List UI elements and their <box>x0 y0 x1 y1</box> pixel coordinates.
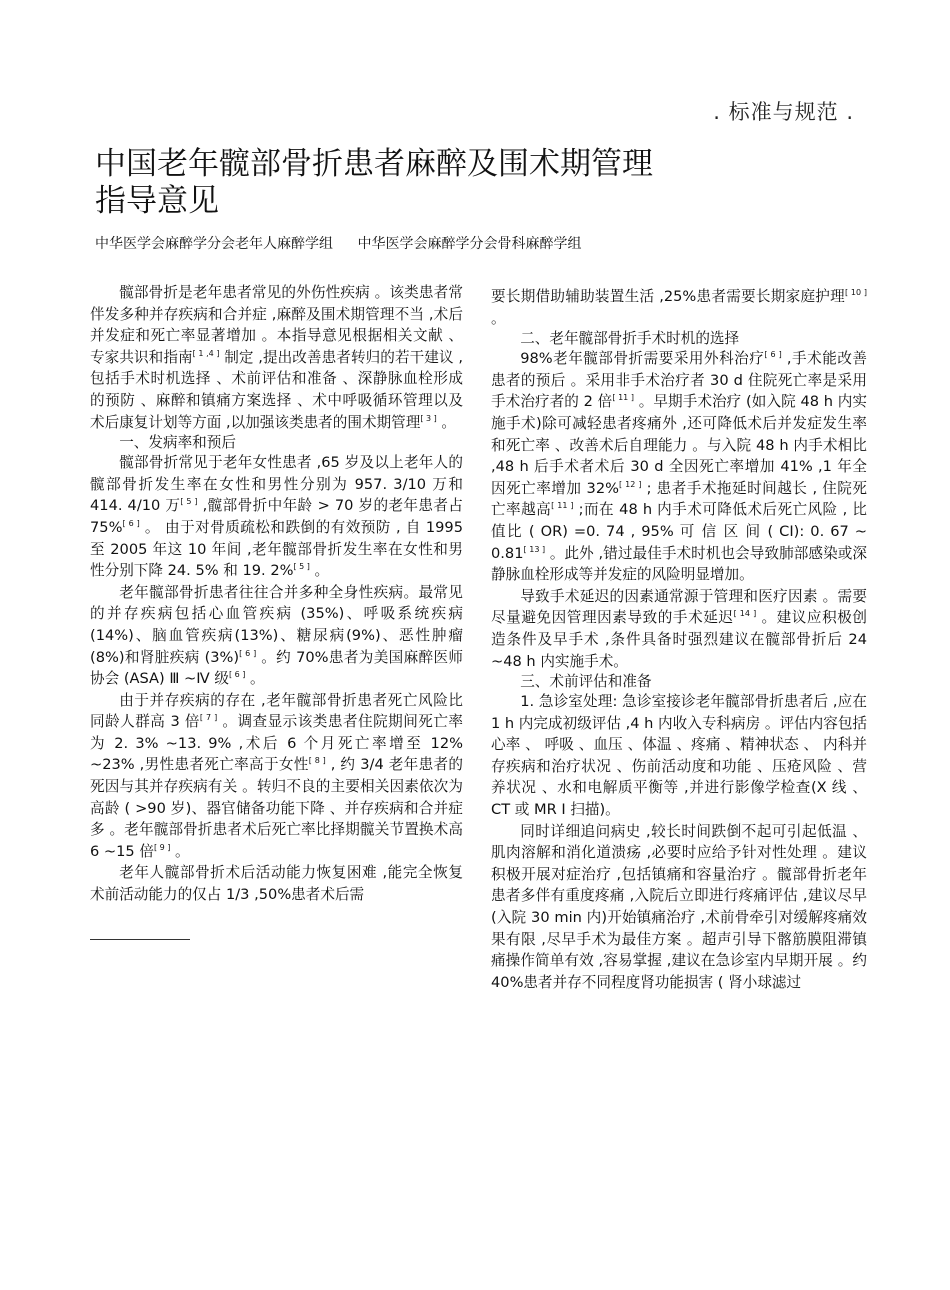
citation[interactable]: [ 13 ] <box>523 544 546 554</box>
citation[interactable]: [ 6 ] <box>228 670 246 680</box>
citation[interactable]: [ 6 ] <box>239 648 257 658</box>
citation[interactable]: [ 6 ] <box>764 350 782 360</box>
citation[interactable]: [ 10 ] <box>844 288 867 298</box>
author-groups <box>95 233 581 253</box>
article-title <box>95 146 735 220</box>
citation[interactable]: [ 1 ,4 ] <box>192 348 220 358</box>
citation[interactable]: [ 8 ] <box>308 756 326 766</box>
citation[interactable]: [ 5 ] <box>293 562 310 572</box>
paragraph: 髋部骨折是老年患者常见的外伤性疾病 。该类患者常伴发多种并存疾病和合并症 ,麻醉及围术期管理不当 ,术后并发症和死亡率显著增加 。本指导意见根据相关文献 、专家共识和指南[ 1 ,4 ] 制定 ,提出改善患者转归的若干建议 ,包括手术时机选择 、术前评估和准备 、深静脉血栓形成的预防 、麻醉和镇痛方案选择 、术中呼吸循环管理以及术后康复计划等方面 ,以加强该类患者的围术期管理[ 3 ] 。 <box>90 284 463 431</box>
section-heading: 三、术前评估和准备 <box>520 673 652 691</box>
citation[interactable]: [ 12 ] <box>619 479 642 489</box>
citation[interactable]: [ 5 ] <box>180 497 198 507</box>
paragraph: 老年人髋部骨折术后活动能力恢复困难 ,能完全恢复术前活动能力的仅占 1/3 ,50%患者术后需 <box>90 864 463 904</box>
footnote-divider <box>90 939 190 940</box>
citation[interactable]: [ 11 ] <box>612 393 634 403</box>
citation[interactable]: [ 9 ] <box>153 842 171 852</box>
paragraph: 导致手术延迟的因素通常源于管理和医疗因素 。需要尽量避免因管理因素导致的手术延迟[ 14 ] 。建议应积极创造条件及早手术 ,条件具备时强烈建议在髋部骨折后 24 ~48 h 内实施手术。 <box>491 587 867 670</box>
author-group: 中华医学会麻醉学分会骨科麻醉学组 <box>357 236 582 252</box>
paragraph: 同时详细追问病史 ,较长时间跌倒不起可引起低温 、 肌肉溶解和消化道溃疡 ,必要时应给予针对性处理 。建议积极开展对症治疗 ,包括镇痛和容量治疗 。髋部骨折老年患者多伴有重度疼痛 ,入院后立即进行疼痛评估 ,建议尽早(入院 30 min 内)开始镇痛治疗 ,术前骨牵引对缓解疼痛效果有限 ,尽早手术为最佳方案 。超声引导下髂筋膜阻滞镇痛操作简单有效 ,容易掌握 ,建议在急诊室内早期开展 。约 40%患者并存不同程度肾功能损害 ( 肾小球滤过 <box>491 822 867 991</box>
paragraph: 由于并存疾病的存在 ,老年髋部骨折患者死亡风险比同龄人群高 3 倍[ 7 ] 。调查显示该类患者住院期间死亡率为 2. 3% ~13. 9% ,术后 6 个月死亡率增至 12% ~23% ,男性患者死亡率高于女性[ 8 ] , 约 3/4 老年患者的死因与其并存疾病有关 。转归不良的主要相关因素依次为高龄 ( >90 岁)、器官储备功能下降 、并存疾病和合并症多 。老年髋部骨折患者术后死亡率比择期髋关节置换术高 6 ~15 倍[ 9 ] 。 <box>90 691 464 860</box>
left-column <box>90 282 463 906</box>
paragraph: 98%老年髋部骨折需要采用外科治疗[ 6 ] ,手术能改善患者的预后 。采用非手术治疗者 30 d 住院死亡率是采用手术治疗者的 2 倍[ 11 ] 。早期手术治疗 (如入院 48 h 内实施手术)除可减轻患者疼痛外 ,还可降低术后并发症发生率和死亡率 、改善术后自理能力 。与入院 48 h 内手术相比 ,48 h 后手术者术后 30 d 全因死亡率增加 41% ,1 年全因死亡率增加 32%[ 12 ] ; 患者手术拖延时间越长 , 住院死亡率越高[ 11 ] ;而在 48 h 内手术可降低术后死亡风险 , 比值比 ( OR) =0. 74 , 95% 可 信 区 间 ( CI): 0. 67 ~ 0.81[ 13 ] 。此外 ,错过最佳手术时机也会导致肺部感染或深静脉血栓形成等并发症的风险明显增加。 <box>491 350 867 584</box>
section-tag: . 标准与规范 . <box>713 100 854 124</box>
author-group: 中华医学会麻醉学分会老年人麻醉学组 <box>95 236 333 252</box>
section-heading: 二、老年髋部骨折手术时机的选择 <box>520 330 740 348</box>
right-column <box>491 286 867 993</box>
title-line-1: 中国老年髋部骨折患者麻醉及围术期管理 <box>95 146 653 182</box>
citation[interactable]: [ 14 ] <box>733 609 757 619</box>
citation[interactable]: [ 6 ] <box>122 519 140 529</box>
title-line-2: 指导意见 <box>95 183 219 219</box>
paragraph: 髋部骨折常见于老年女性患者 ,65 岁及以上老年人的髋部骨折发生率在女性和男性分别为 957. 3/10 万和 414. 4/10 万[ 5 ] ,髋部骨折中年龄 > 70 岁的老年患者占 75%[ 6 ] 。 由于对骨质疏松和跌倒的有效预防 , 自 1995 至 2005 年这 10 年间 ,老年髋部骨折发生率在女性和男性分别下降 24. 5% 和 19. 2%[ 5 ] 。 <box>90 454 463 580</box>
paragraph: 老年髋部骨折患者往往合并多种全身性疾病。最常见的并存疾病包括心血管疾病 (35%)、呼吸系统疾病 (14%)、脑血管疾病(13%)、糖尿病(9%)、恶性肿瘤 (8%)和肾脏疾病 (3%)[ 6 ] 。约 70%患者为美国麻醉医师协会 (ASA) Ⅲ ~Ⅳ 级[ 6 ] 。 <box>90 583 464 688</box>
citation[interactable]: [ 7 ] <box>199 713 218 723</box>
paragraph: 1. 急诊室处理: 急诊室接诊老年髋部骨折患者后 ,应在 1 h 内完成初级评估 ,4 h 内收入专科病房 。评估内容包括心率 、 呼吸 、血压 、体温 、疼痛 、精神状态 、 内科并存疾病和治疗状况 、伤前活动度和功能 、压疮风险 、营养状况 、水和电解质平衡等 ,并进行影像学检查(X 线 、 CT 或 MR I 扫描)。 <box>491 693 868 819</box>
citation[interactable]: [ 3 ] <box>420 413 437 423</box>
citation[interactable]: [ 11 ] <box>551 501 574 511</box>
paragraph: 要长期借助辅助装置生活 ,25%患者需要长期家庭护理[ 10 ] 。 <box>491 288 867 327</box>
section-heading: 一、发病率和预后 <box>119 434 236 452</box>
